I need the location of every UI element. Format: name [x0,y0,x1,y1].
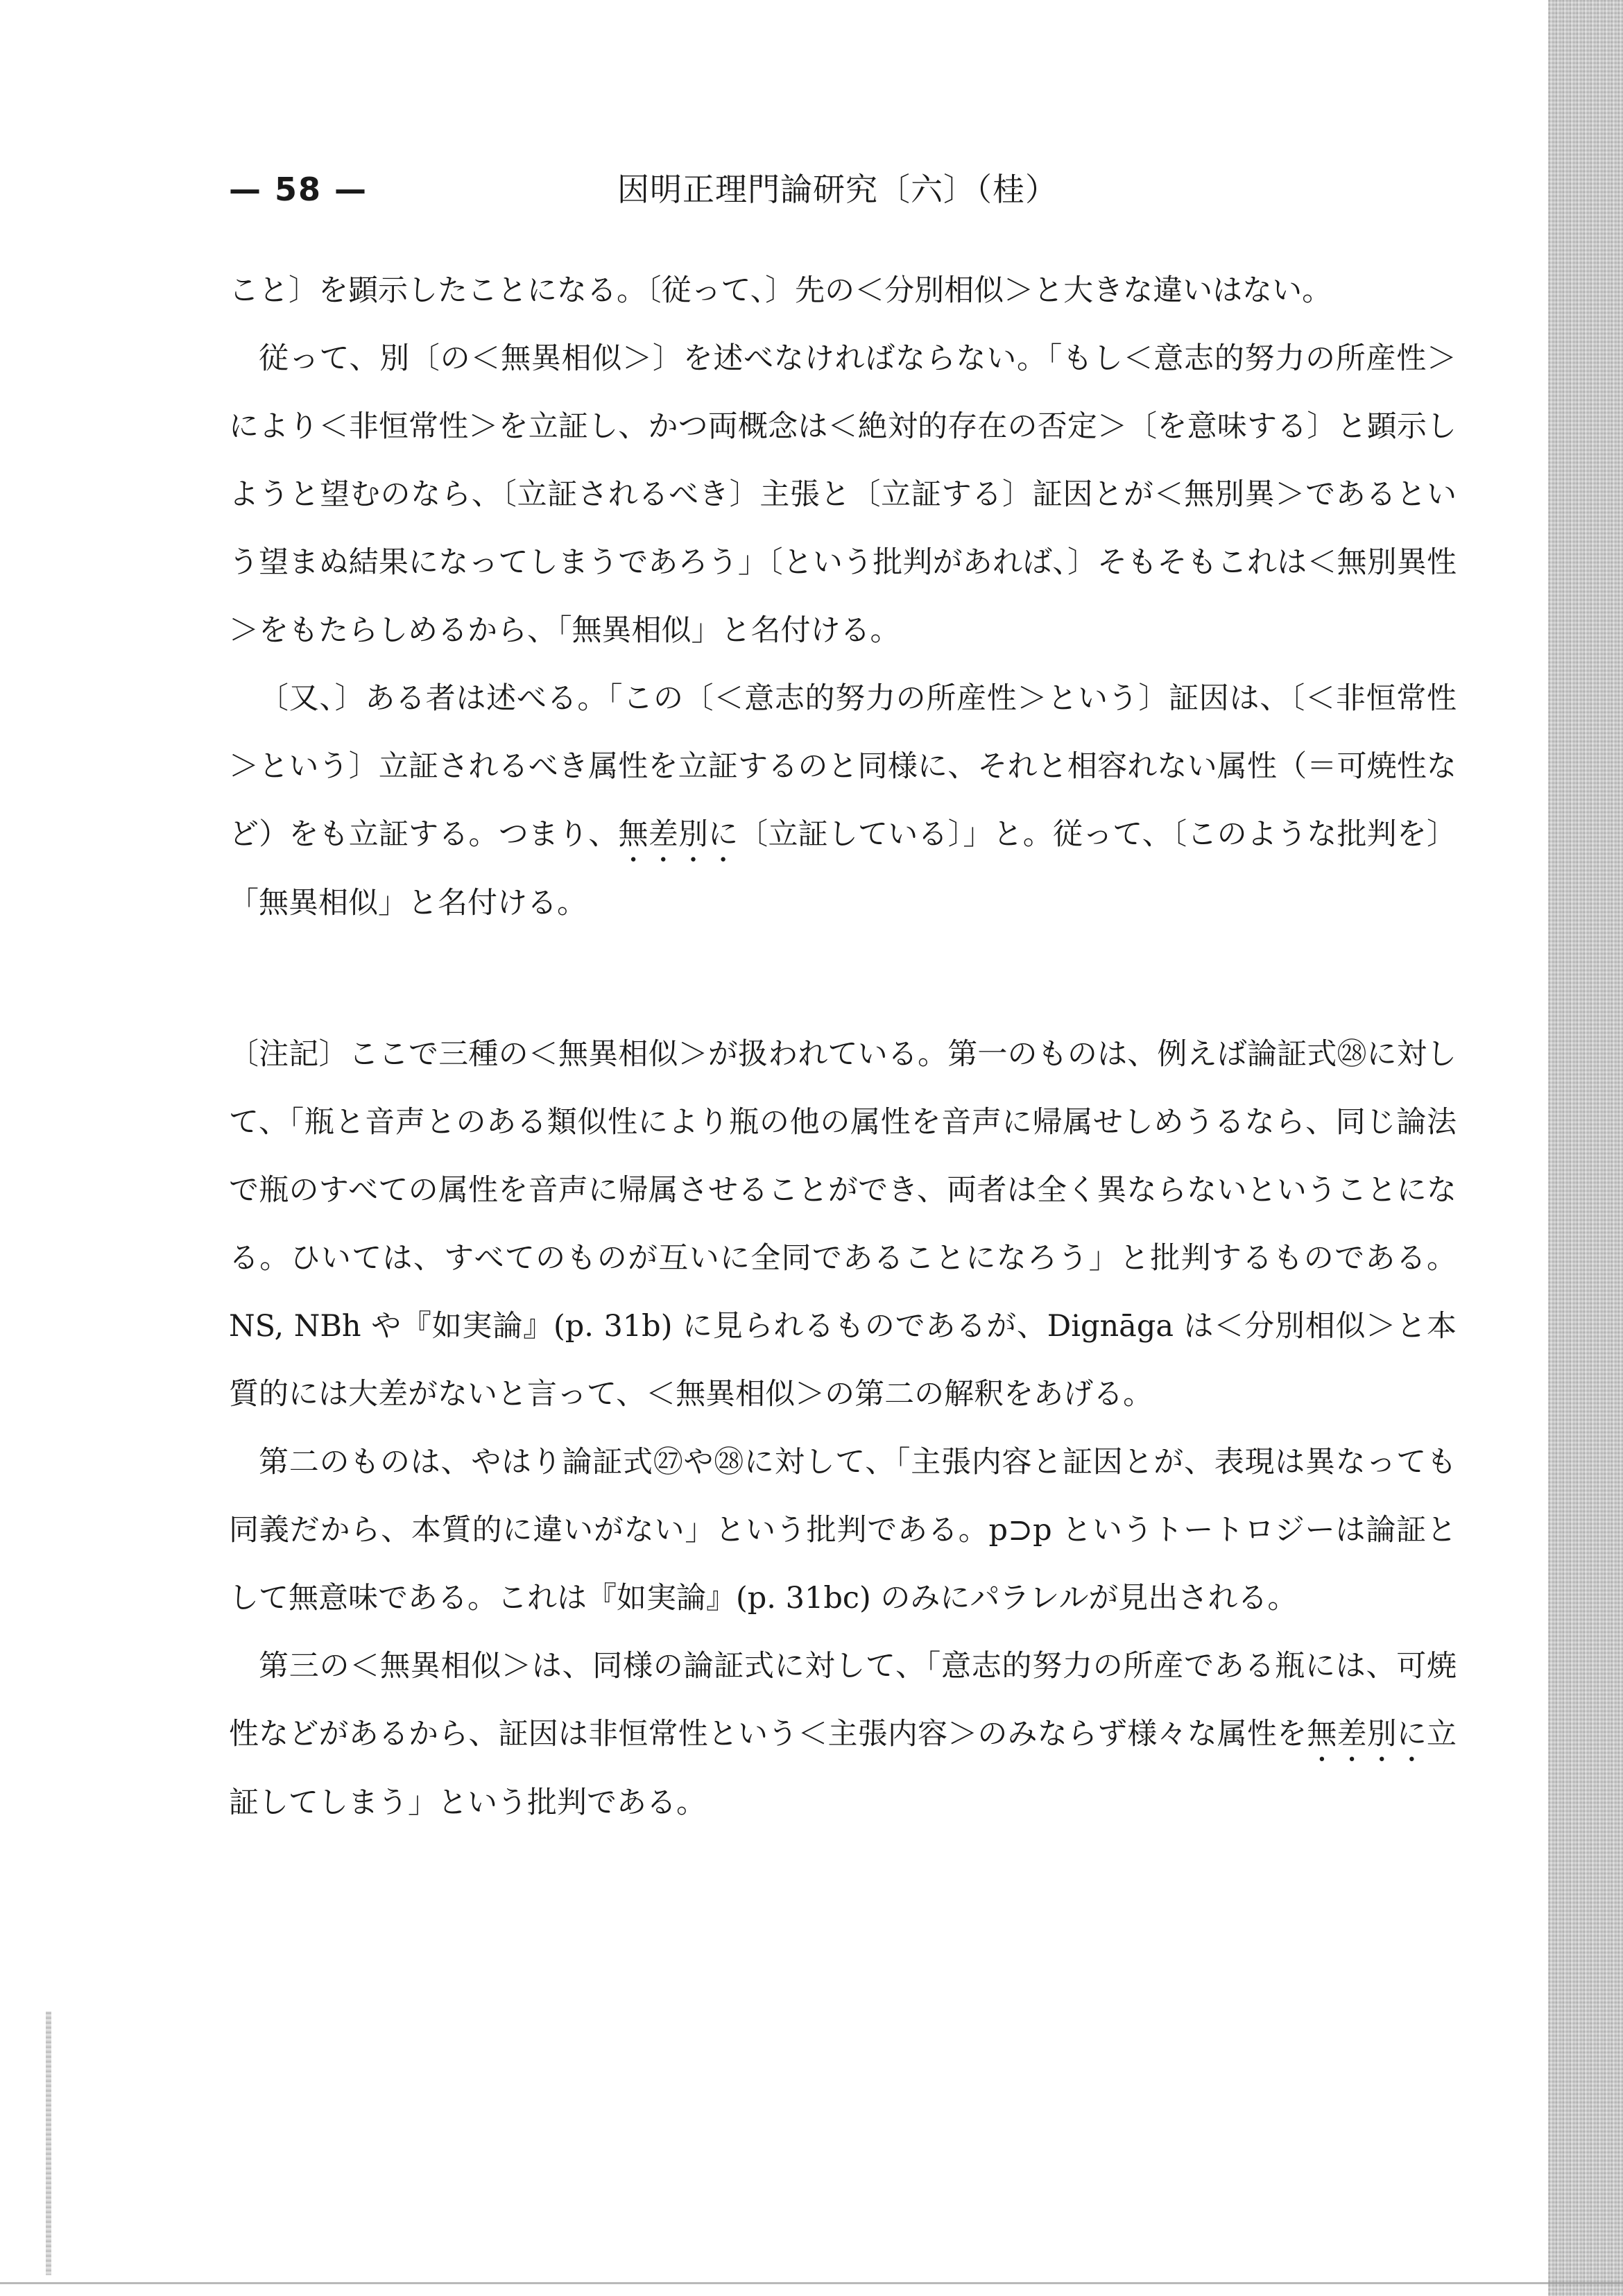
scan-edge-shadow [1548,0,1623,2296]
note-paragraph-3-part-2: 立証してしまう」という批判である。 [229,1717,1457,1820]
section-gap [229,937,1457,1020]
paragraph-3 [229,665,1457,937]
emphasis-mushabetsu-1: 無差別に [618,817,739,852]
running-head [229,165,1457,214]
paragraph-1: こと〕を顕示したことになる。〔従って、〕先の＜分別相似＞と大きな違いはない。 [229,273,1332,308]
body-text [229,257,1457,1837]
scan-bottom-edge [0,2282,1623,2284]
running-title: 因明正理門論研究〔六〕（桂） [617,171,1058,208]
note-paragraph-3-part-1: 第三の＜無異相似＞は、同様の論証式に対して、「意志的努力の所産である瓶には、可焼性などがあるから、証因は非恒常性という＜主張内容＞のみならず様々な属性を [229,1649,1457,1751]
note-paragraph-3 [229,1632,1457,1837]
paragraph-3-part-2: 〔立証している〕」と。従って、〔このような批判を〕「無異相似」と名付ける。 [229,817,1457,920]
note-paragraph-2: 第二のものは、やはり論証式㉗や㉘に対して、「主張内容と証因とが、表現は異なっても同義だから、本質的に違いがない」という批判である。p⊃p というトートロジーは論証として無意味である。これは『如実論』(p. 31bc) のみにパラレルが見出される。 [229,1445,1457,1616]
emphasis-mushabetsu-2: 無差別に [1307,1717,1427,1751]
paragraph-2: 従って、別〔の＜無異相似＞〕を述べなければならない。「もし＜意志的努力の所産性＞により＜非恒常性＞を立証し、かつ両概念は＜絶対的存在の否定＞〔を意味する〕と顕示しようと望むのなら、〔立証されるべき〕主張と〔立証する〕証因とが＜無別異＞であるという望まぬ結果になってしまうであろう」〔という批判があれば、〕そもそもこれは＜無別異性＞をもたらしめるから、「無異相似」と名付ける。 [229,341,1457,648]
scan-left-edge [46,2012,51,2275]
paragraph-3-part-1: 〔又、〕ある者は述べる。「この〔＜意志的努力の所産性＞という〕証因は、〔＜非恒常性＞という〕立証されるべき属性を立証するのと同様に、それと相容れない属性（＝可焼性など）をも立証する。つまり、 [229,681,1457,852]
page-number: — 58 — [229,171,368,208]
note-paragraph-1: 〔注記〕ここで三種の＜無異相似＞が扱われている。第一のものは、例えば論証式㉘に対して、「瓶と音声とのある類似性により瓶の他の属性を音声に帰属せしめうるなら、同じ論法で瓶のすべての属性を音声に帰属させることができ、両者は全く異ならないということになる。ひいては、すべてのものが互いに全同であることになろう」と批判するものである。NS, NBh や『如実論』(p. 31b) に見られるものであるが、Dignāga は＜分別相似＞と本質的には大差がないと言って、＜無異相似＞の第二の解釈をあげる。 [229,1037,1457,1412]
